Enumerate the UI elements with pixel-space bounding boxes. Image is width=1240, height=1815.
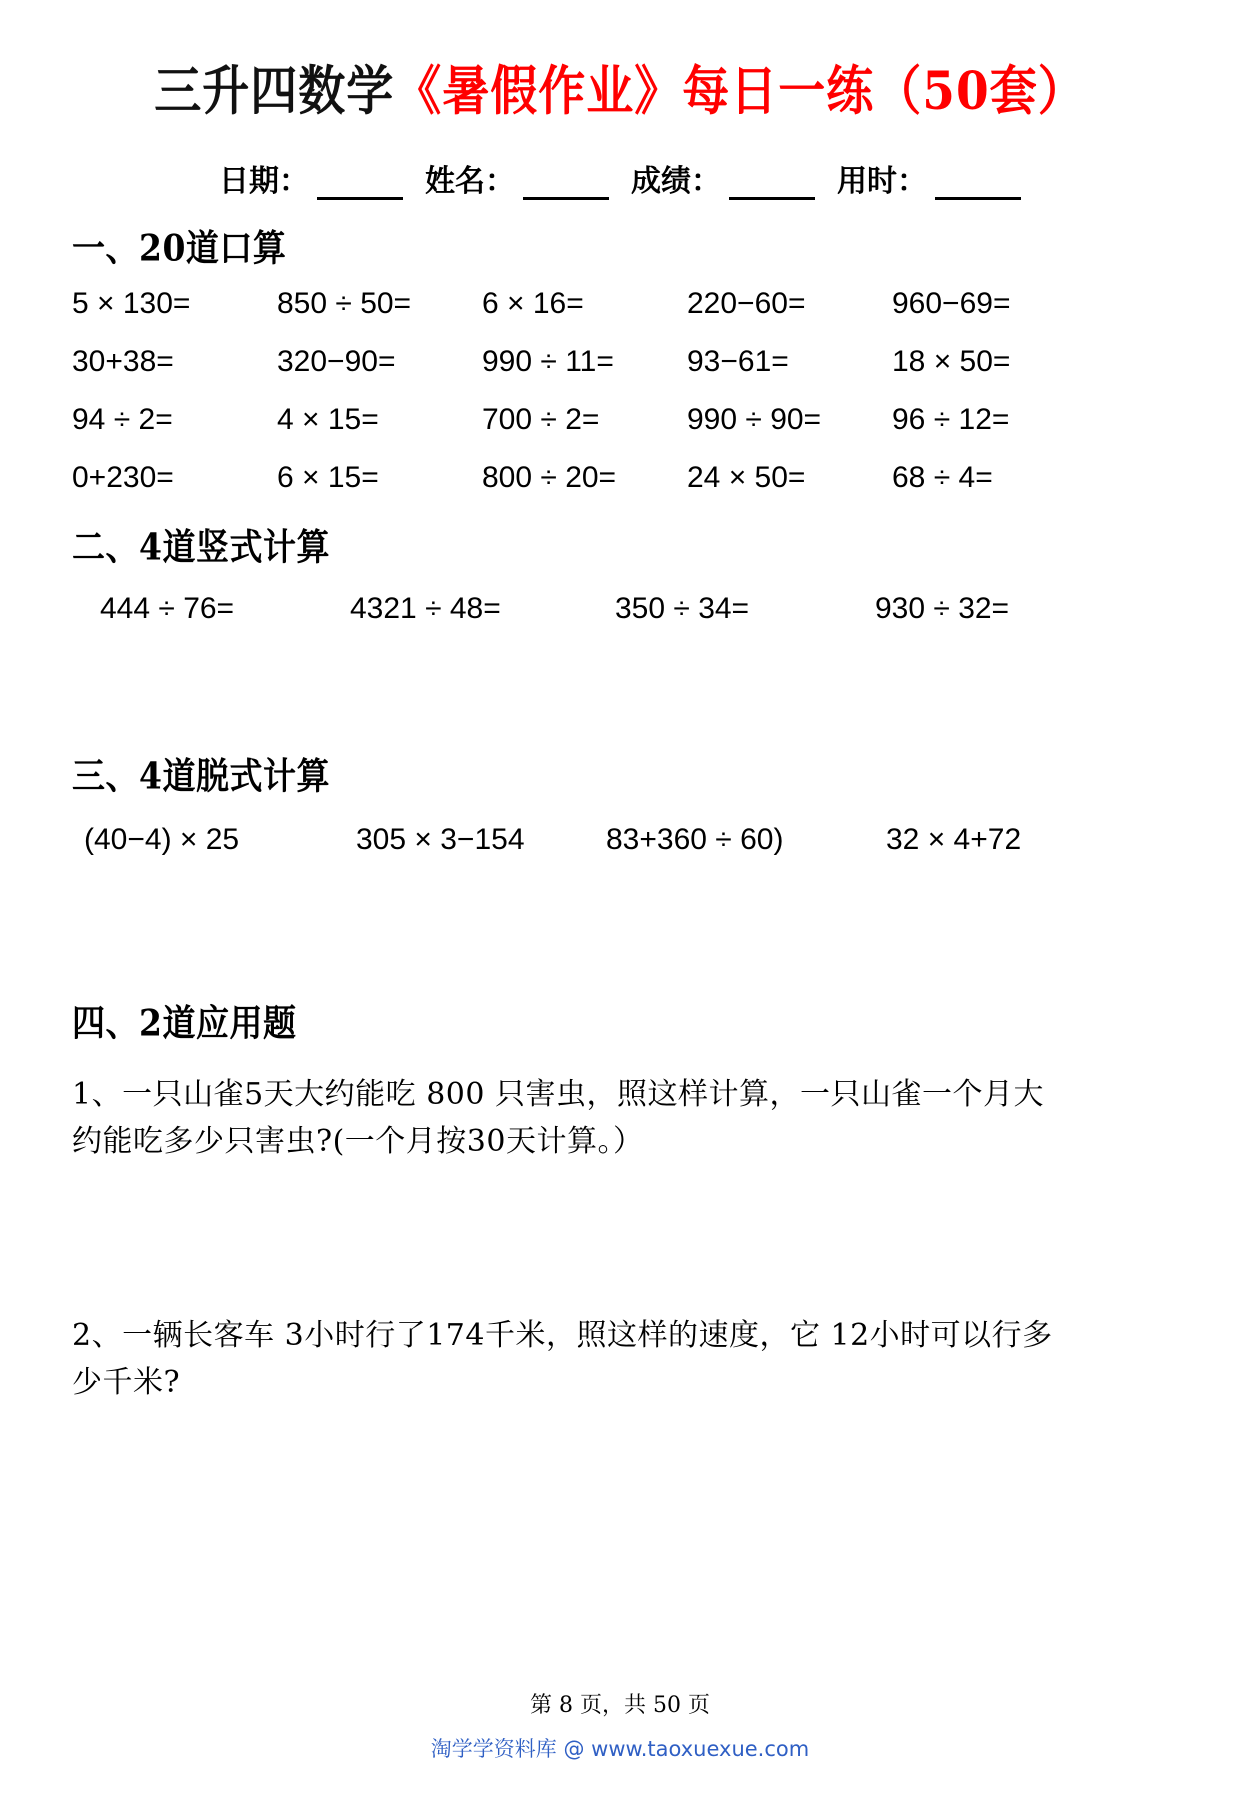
- info-field-time: [837, 156, 1021, 200]
- word-problem-1: 1、一只山雀5天大约能吃 800 只害虫，照这样计算，一只山雀一个月大约能吃多少只害虫?(一个月按30天计算。）: [72, 1077, 1045, 1159]
- page-title-red: 《暑假作业》每日一练（50套）: [394, 60, 1086, 123]
- oral-problem: 4 × 15=: [277, 403, 379, 437]
- oral-arithmetic-grid: [72, 287, 1168, 495]
- section-heading-two: 二、4道竖式计算: [72, 525, 330, 569]
- page-title-black: 三升四数学: [154, 60, 395, 123]
- tuoshi-problem: 32 × 4+72: [886, 823, 1022, 857]
- oral-problem: 93−61=: [687, 345, 789, 379]
- oral-problem: 960−69=: [892, 287, 1011, 321]
- info-label-name: 姓名：: [425, 164, 515, 200]
- section-heading-three: 三、4道脱式计算: [72, 754, 330, 798]
- info-label-time: 用时：: [837, 164, 927, 200]
- info-label-date: 日期：: [219, 164, 309, 200]
- page-title: [72, 62, 1168, 123]
- oral-problem: 220−60=: [687, 287, 806, 321]
- oral-problem: 990 ÷ 11=: [482, 345, 614, 379]
- tuoshi-problem: (40−4) × 25: [84, 823, 240, 857]
- watermark: 淘学学资料库 @ www.taoxuexue.com: [430, 1737, 810, 1761]
- vertical-problem: 444 ÷ 76=: [100, 592, 235, 626]
- info-field-score: [631, 156, 831, 200]
- oral-problem: 96 ÷ 12=: [892, 403, 1010, 437]
- oral-problem: 24 × 50=: [687, 461, 806, 495]
- oral-problem: 6 × 15=: [277, 461, 379, 495]
- page-number-footer: 第 8 页，共 50 页: [530, 1693, 710, 1718]
- worksheet-page: [0, 62, 1240, 1815]
- info-blank-date[interactable]: [317, 173, 403, 200]
- section-heading-one: 一、20道口算: [72, 226, 287, 270]
- info-field-name: [425, 156, 625, 200]
- oral-problem: 850 ÷ 50=: [277, 287, 412, 321]
- oral-problem: 700 ÷ 2=: [482, 403, 600, 437]
- info-blank-score[interactable]: [729, 173, 815, 200]
- vertical-calc-row: [72, 592, 1168, 626]
- oral-problem: 800 ÷ 20=: [482, 461, 617, 495]
- info-label-score: 成绩：: [631, 164, 721, 200]
- oral-problem: 18 × 50=: [892, 345, 1011, 379]
- oral-problem: 6 × 16=: [482, 287, 584, 321]
- vertical-problem: 930 ÷ 32=: [875, 592, 1010, 626]
- oral-problem: 30+38=: [72, 345, 174, 379]
- tuoshi-problem: 83+360 ÷ 60): [606, 823, 784, 857]
- section-heading-four: 四、2道应用题: [72, 1001, 297, 1045]
- oral-problem: 0+230=: [72, 461, 174, 495]
- info-field-date: [219, 156, 419, 200]
- tuoshi-calc-row: [72, 823, 1168, 857]
- info-blank-name[interactable]: [523, 173, 609, 200]
- word-problem-2: 2、一辆长客车 3小时行了174千米，照这样的速度，它 12小时可以行多少千米?: [72, 1318, 1053, 1400]
- info-row: [72, 156, 1168, 200]
- vertical-problem: 4321 ÷ 48=: [350, 592, 501, 626]
- oral-problem: 5 × 130=: [72, 287, 191, 321]
- vertical-problem: 350 ÷ 34=: [615, 592, 750, 626]
- tuoshi-problem: 305 × 3−154: [356, 823, 525, 857]
- oral-problem: 68 ÷ 4=: [892, 461, 993, 495]
- info-blank-time[interactable]: [935, 173, 1021, 200]
- oral-problem: 990 ÷ 90=: [687, 403, 822, 437]
- oral-problem: 94 ÷ 2=: [72, 403, 173, 437]
- oral-problem: 320−90=: [277, 345, 396, 379]
